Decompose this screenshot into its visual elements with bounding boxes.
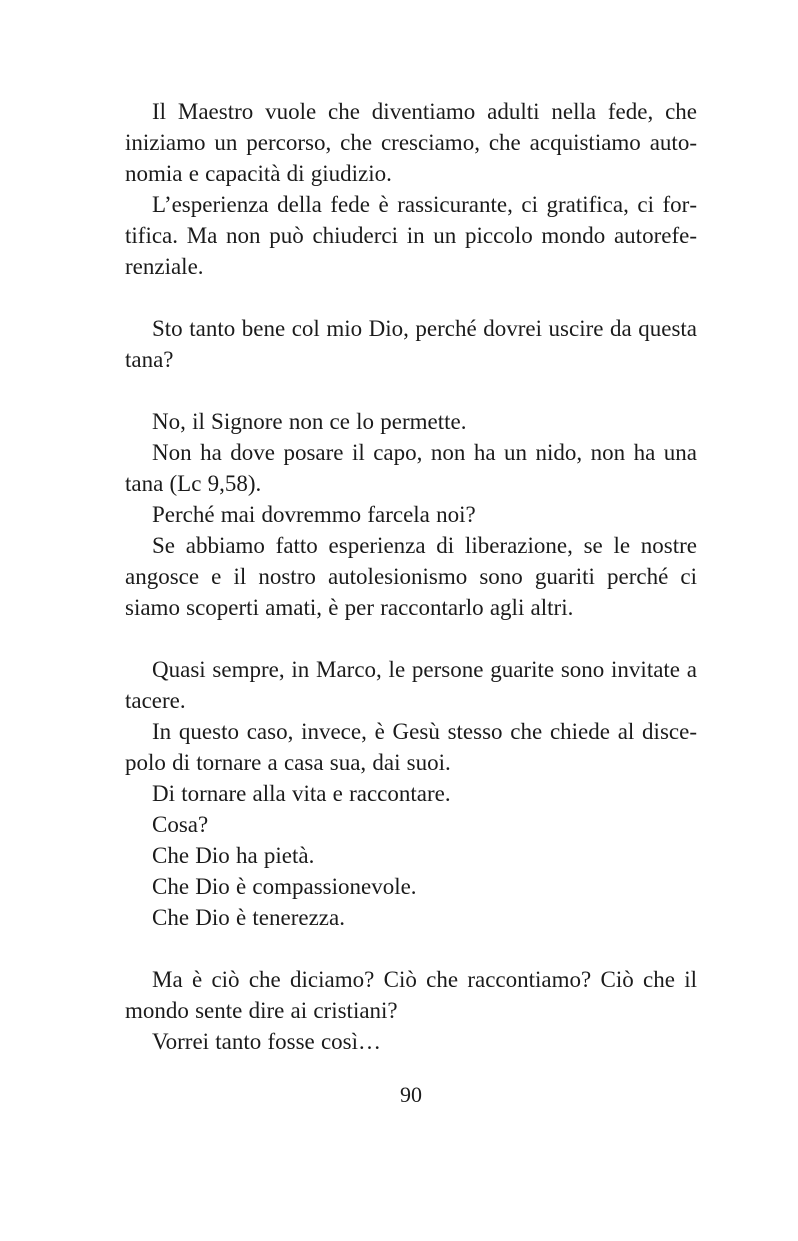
paragraph: Quasi sempre, in Marco, le persone guarite sono invitate a tacere.: [125, 657, 697, 713]
paragraph: Ma è ciò che diciamo? Ciò che raccontiamo? Ciò che il mondo sente dire ai cristiani?: [125, 967, 697, 1023]
paragraph: Non ha dove posare il capo, non ha un nido, non ha una tana (Lc 9,58).: [125, 440, 697, 496]
paragraph: Se abbiamo fatto esperienza di liberazione, se le nostre angosce e il nostro autolesionismo sono guariti perché ci siamo scoperti amati, è per raccontarlo agli altri.: [125, 533, 697, 620]
paragraph: Che Dio è tenerezza.: [152, 905, 345, 930]
page-body-text: [125, 96, 697, 1057]
paragraph: Che Dio è compassionevole.: [152, 874, 417, 899]
paragraph: Di tornare alla vita e raccontare.: [152, 781, 451, 806]
paragraph: Perché mai dovremmo farcela noi?: [152, 502, 476, 527]
paragraph: Vorrei tanto fosse così…: [152, 1029, 381, 1054]
paragraph: Il Maestro vuole che diventiamo adulti nella fede, che iniziamo un percorso, che cresciamo, che acquistiamo autonomia e capacità di giudizio.: [125, 99, 697, 186]
paragraph: L’esperienza della fede è rassicurante, ci gratifica, ci fortifica. Ma non può chiuderci in un piccolo mondo autoreferenziale.: [125, 192, 697, 279]
paragraph: Che Dio ha pietà.: [152, 843, 315, 868]
paragraph: In questo caso, invece, è Gesù stesso che chiede al discepolo di tornare a casa sua, dai suoi.: [125, 719, 697, 775]
paragraph: Sto tanto bene col mio Dio, perché dovrei uscire da questa tana?: [125, 316, 697, 372]
page-number: 90: [400, 1082, 422, 1107]
text-block: [125, 406, 697, 623]
text-block: [125, 654, 697, 933]
paragraph: No, il Signore non ce lo permette.: [152, 409, 467, 434]
text-block: [125, 96, 697, 282]
text-block: [125, 964, 697, 1057]
text-block: [125, 313, 697, 375]
paragraph: Cosa?: [152, 812, 209, 837]
